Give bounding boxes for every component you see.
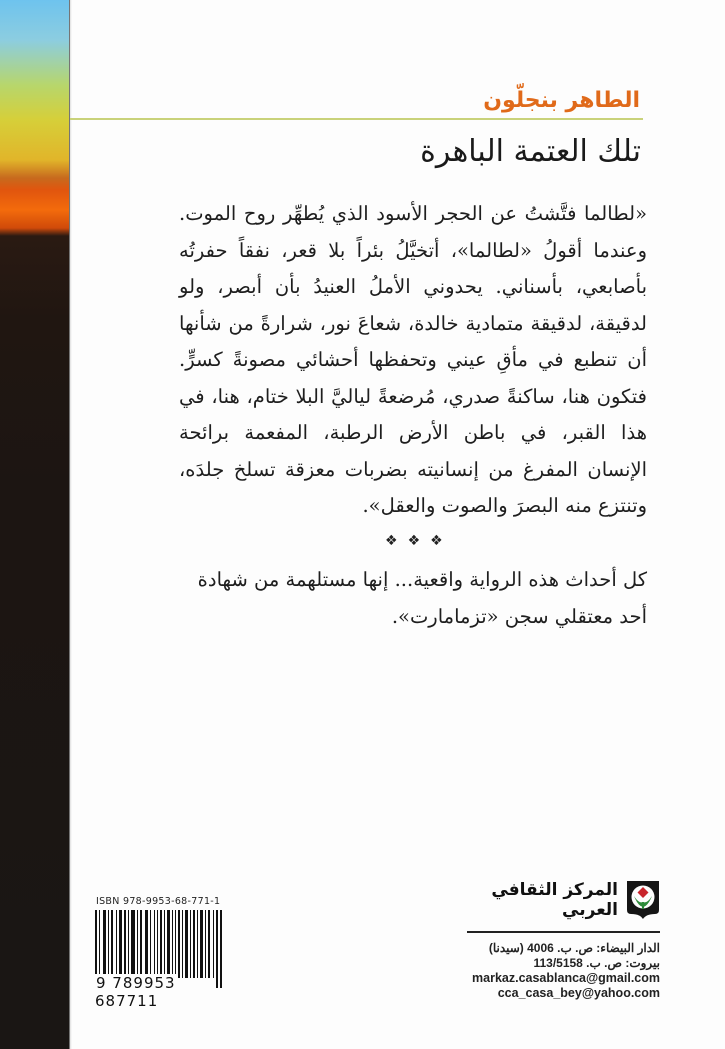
publisher-header bbox=[460, 880, 660, 920]
book-title: تلك العتمة الباهرة bbox=[420, 134, 641, 169]
publisher-name: المركز الثقافي العربي bbox=[491, 880, 618, 920]
ornament-diamond-icon: ❖ bbox=[407, 533, 421, 549]
publisher-email-link: cca_casa_bey@yahoo.com bbox=[497, 986, 660, 1000]
section-ornament bbox=[385, 533, 443, 549]
author-note: كل أحداث هذه الرواية واقعية... إنها مستلهمة من شهادة أحد معتقلي سجن «تزمامارت». bbox=[197, 568, 647, 628]
publisher-address-beirut: بيروت: ص. ب. 113/5158 bbox=[533, 956, 660, 970]
barcode-number: 9 789953 687711 bbox=[95, 974, 176, 1010]
back-cover-blurb bbox=[179, 196, 647, 525]
isbn-barcode-block bbox=[95, 896, 225, 1010]
publisher-email-link: markaz.casablanca@gmail.com bbox=[472, 971, 660, 985]
publisher-address-casablanca: الدار البيضاء: ص. ب. 4006 (سيدنا) bbox=[488, 941, 660, 955]
publisher-divider bbox=[467, 931, 660, 933]
ornament-diamond-icon: ❖ bbox=[385, 533, 398, 549]
publisher-block bbox=[460, 880, 660, 1001]
shield-flower-logo-icon bbox=[626, 880, 660, 920]
header-divider bbox=[70, 118, 643, 120]
isbn-label: ISBN 978-9953-68-771-1 bbox=[96, 896, 221, 907]
ornament-diamond-icon: ❖ bbox=[430, 533, 443, 549]
cover-photo-strip bbox=[0, 0, 70, 1049]
author-name: الطاهر بنجلّون bbox=[483, 88, 640, 113]
blurb-paragraph: «لطالما فتَّشتُ عن الحجر الأسود الذي يُطهِّر روح الموت. وعندما أقولُ «لطالما»، أتخيَّلُ بئراً بلا قعر، نفقاً حفرتُه بأصابعي، بأسناني. يحدوني الأملُ العنيدُ بأن أبصر، ولو لدقيقة، لدقيقة متمادية خالدة، شعاعَ نور، شرارةً من شأنها أن تنطبع في مأقِ عيني وتحفظها أحشائي مصونةً كسرٍّ. فتكون هنا، ساكنةً صدري، مُرضعةً لياليَّ البلا ختام، هنا، في هذا القبر، في باطن الأرض الرطبة، المفعمة برائحة الإنسان المفرغ من إنسانيته بضربات معزقة تسلخ جلدَه، وتنتزع منه البصرَ والصوت والعقل». bbox=[179, 202, 647, 517]
